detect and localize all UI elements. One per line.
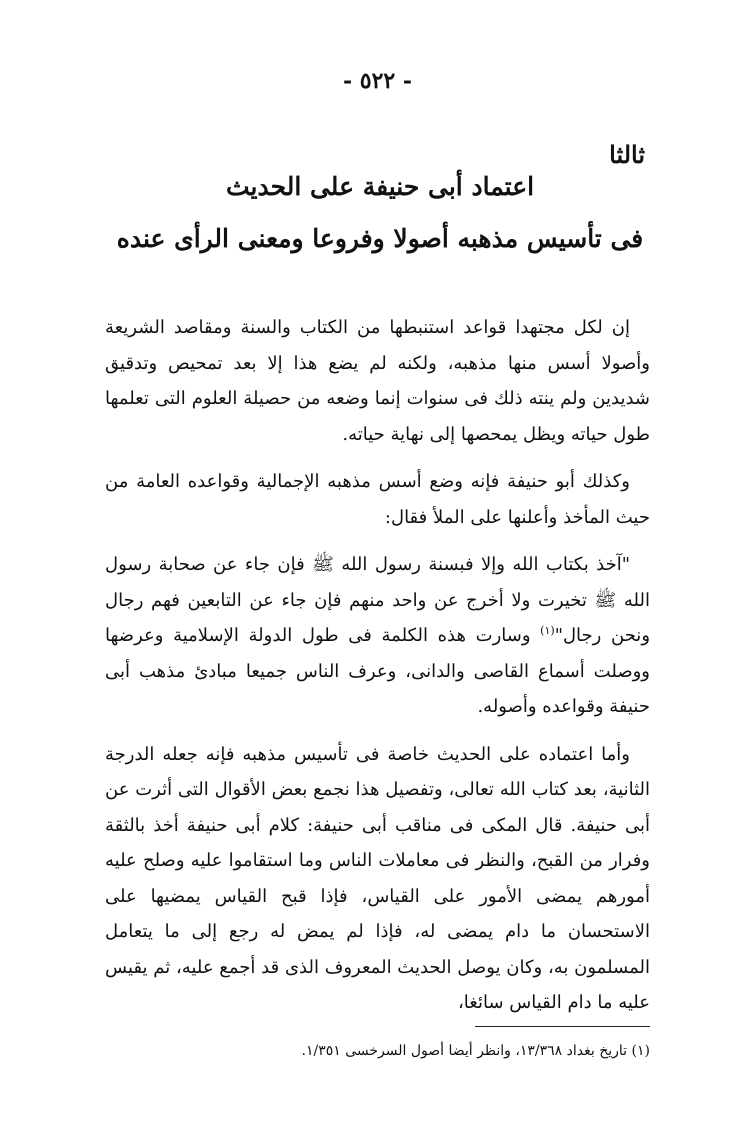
body-text <box>105 310 650 1021</box>
chapter-title-line-2: فى تأسيس مذهبه أصولا وفروعا ومعنى الرأى عنده <box>116 224 644 253</box>
page-number: - ٥٢٢ - <box>342 68 413 94</box>
paragraph-2: وكذلك أبو حنيفة فإنه وضع أسس مذهبه الإجمالية وقواعده العامة من حيث المأخذ وأعلنها على الملأ فقال: <box>105 471 650 528</box>
quote-continuation: وسارت هذه الكلمة فى طول الدولة الإسلامية وعرضها ووصلت أسماع القاصى والدانى، وعرف الناس جميعا مبادئ مذهب أبى حنيفة وقواعده وأصوله. <box>105 625 650 717</box>
footnote-divider <box>475 1026 650 1027</box>
chapter-title-line-1: اعتماد أبى حنيفة على الحديث <box>225 172 535 201</box>
footnote: (١) تاريخ بغداد ١٣/٣٦٨، وانظر أيضا أصول السرخسى ١/٣٥١. <box>301 1043 650 1059</box>
quote-text: "آخذ بكتاب الله وإلا فبسنة رسول الله ﷺ فإن جاء عن صحابة رسول الله ﷺ تخيرت ولا أخرج عن واحد منهم فإن جاء عن التابعين فهم رجال ونحن رجال" <box>105 554 651 646</box>
paragraph-1: إن لكل مجتهدا قواعد استنبطها من الكتاب والسنة ومقاصد الشريعة وأصولا أسس منها مذهبه، ولكنه لم يضع هذا إلا بعد تمحيص وتدقيق شديدين ولم ينته ذلك فى سنوات إنما وضعه من حصيلة العلوم التى تعلمها طول حياته ويظل يمحصها إلى نهاية حياته. <box>105 317 650 445</box>
footnote-marker: (١) <box>540 624 555 637</box>
section-label: ثالثا <box>609 140 645 169</box>
paragraph-4: وأما اعتماده على الحديث خاصة فى تأسيس مذهبه فإنه جعله الدرجة الثانية، بعد كتاب الله تعالى، وتفصيل هذا نجمع بعض الأقوال التى أثرت عن أبى حنيفة. قال المكى فى مناقب أبى حنيفة: كلام أبى حنيفة أخذ بالثقة وفرار من القبح، والنظر فى معاملات الناس وما استقاموا عليه وصلح عليه أمورهم يمضى الأمور على القياس، فإذا قبح القياس يمضيها على الاستحسان ما دام يمضى له، فإذا لم يمض له رجع إلى ما يتعامل المسلمون به، وكان يوصل الحديث المعروف الذى قد أجمع عليه، ثم يقيس عليه ما دام القياس سائغا، <box>105 743 650 1013</box>
quote-paragraph <box>105 547 650 725</box>
